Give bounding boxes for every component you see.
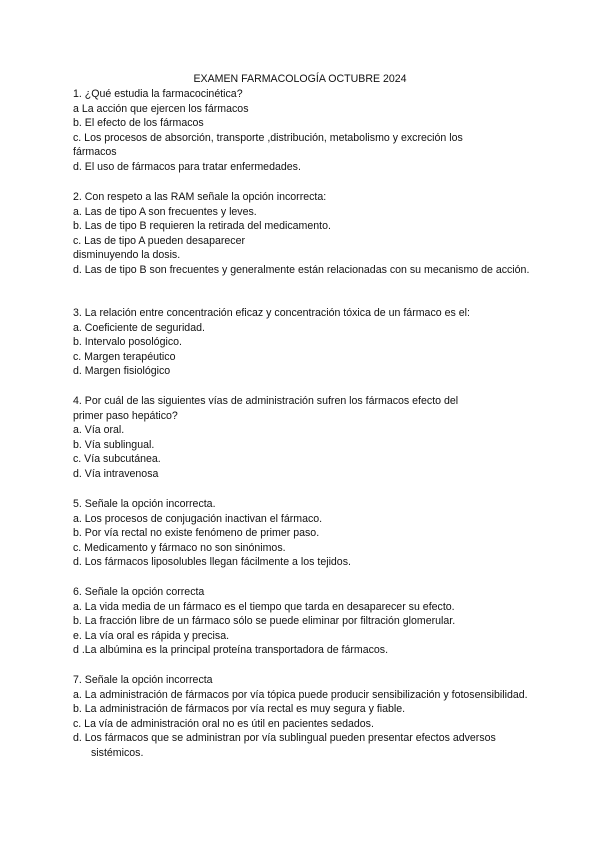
question-2 — [73, 190, 531, 278]
question-7 — [73, 673, 531, 761]
question-stem: 3. La relación entre concentración eficaz y concentración tóxica de un fármaco es el: — [73, 307, 470, 319]
option-c: c. Medicamento y fármaco no son sinónimos. — [73, 541, 286, 554]
question-stem: 4. Por cuál de las siguientes vías de administración sufren los fármacos efecto del — [73, 395, 459, 407]
option-b: b. La fracción libre de un fármaco sólo se puede eliminar por filtración glomerular. — [73, 615, 456, 628]
question-6 — [73, 585, 531, 658]
question-stem-continued: primer paso hepático? — [73, 409, 178, 422]
option-c-continued: disminuyendo la dosis. — [73, 249, 181, 262]
question-1 — [73, 87, 531, 175]
option-e: e. La vía oral es rápida y precisa. — [73, 629, 230, 642]
option-d: d .La albúmina es la principal proteína transportadora de fármacos. — [73, 644, 389, 657]
option-c: c. La vía de administración oral no es útil en pacientes sedados. — [73, 717, 374, 730]
option-b: b. El efecto de los fármacos — [73, 117, 204, 130]
option-b: b. La administración de fármacos por vía rectal es muy segura y fiable. — [73, 703, 406, 716]
option-a: a. Coeficiente de seguridad. — [73, 321, 205, 334]
question-stem: 7. Señale la opción incorrecta — [73, 674, 213, 686]
option-c: c. Margen terapéutico — [73, 350, 176, 363]
option-d: d. Vía intravenosa — [73, 467, 159, 480]
option-a: a. La vida media de un fármaco es el tiempo que tarda en desaparecer su efecto. — [73, 600, 455, 613]
option-a: a. Los procesos de conjugación inactivan el fármaco. — [73, 512, 323, 525]
exam-title: EXAMEN FARMACOLOGÍA OCTUBRE 2024 — [193, 73, 407, 85]
option-d: d. Las de tipo B son frecuentes y generalmente están relacionadas con su mecanismo de acción. — [73, 263, 530, 276]
option-b: b. Por vía rectal no existe fenómeno de primer paso. — [73, 527, 320, 540]
option-a: a. Vía oral. — [73, 424, 125, 437]
question-5 — [73, 497, 531, 570]
question-stem: 1. ¿Qué estudia la farmacocinética? — [73, 88, 243, 100]
option-c: c. Los procesos de absorción, transporte ,distribución, metabolismo y excreción los — [73, 131, 463, 144]
option-c: c. Las de tipo A pueden desaparecer — [73, 234, 245, 247]
option-d-continued: sistémicos. — [91, 746, 144, 759]
option-c: c. Vía subcutánea. — [73, 453, 161, 466]
option-d: d. Los fármacos que se administran por vía sublingual pueden presentar efectos adversos — [73, 732, 496, 745]
question-stem: 5. Señale la opción incorrecta. — [73, 498, 216, 510]
option-c-continued: fármacos — [73, 146, 117, 159]
option-b: b. Vía sublingual. — [73, 438, 155, 451]
option-a: a. La administración de fármacos por vía tópica puede producir sensibilización y fotosensibilidad. — [73, 688, 528, 701]
question-stem: 2. Con respeto a las RAM señale la opción incorrecta: — [73, 191, 327, 203]
option-d: d. El uso de fármacos para tratar enfermedades. — [73, 160, 301, 173]
option-d: d. Margen fisiológico — [73, 365, 171, 378]
question-3 — [73, 306, 531, 379]
question-stem: 6. Señale la opción correcta — [73, 586, 205, 598]
option-b: b. Las de tipo B requieren la retirada del medicamento. — [73, 220, 331, 233]
option-d: d. Los fármacos liposolubles llegan fácilmente a los tejidos. — [73, 556, 351, 569]
option-a: a. Las de tipo A son frecuentes y leves. — [73, 205, 257, 218]
option-a: a La acción que ejercen los fármacos — [73, 102, 249, 115]
option-b: b. Intervalo posológico. — [73, 336, 182, 349]
question-4 — [73, 394, 531, 482]
